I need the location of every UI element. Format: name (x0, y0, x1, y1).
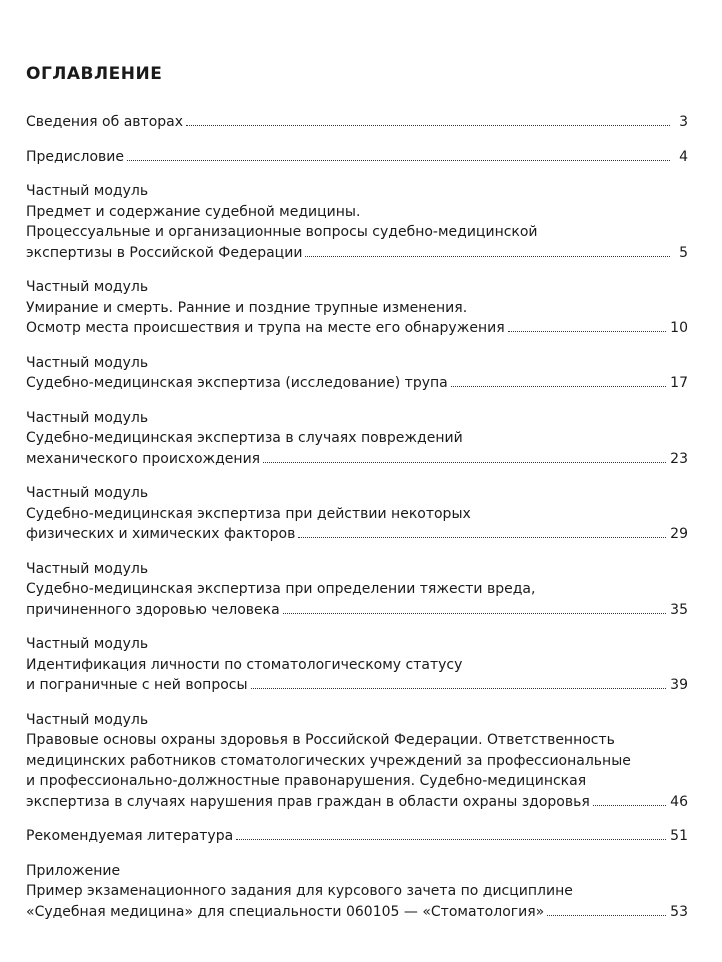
toc-entry-line: медицинских работников стоматологических учреждений за профессиональные (26, 752, 631, 769)
toc-entry[interactable] (26, 710, 688, 813)
table-of-contents (26, 62, 688, 936)
dot-leader (186, 125, 670, 126)
dot-leader (451, 386, 666, 387)
page-number: 4 (679, 148, 688, 165)
dot-leader (508, 331, 667, 332)
toc-entry[interactable] (26, 408, 688, 470)
dot-leader (547, 915, 666, 916)
toc-entry-line: Идентификация личности по стоматологическому статусу (26, 656, 463, 673)
dot-leader (127, 160, 670, 161)
toc-entry-title: причиненного здоровью человека (26, 601, 280, 618)
toc-entry-final-line (26, 902, 688, 923)
toc-entry-line: Умирание и смерть. Ранние и поздние трупные изменения. (26, 299, 468, 316)
dot-leader (593, 805, 666, 806)
toc-entry-line: Судебно-медицинская экспертиза в случаях повреждений (26, 430, 463, 446)
toc-entry[interactable] (26, 181, 688, 263)
page-number: 5 (679, 244, 688, 261)
toc-entry-title: Осмотр места происшествия и трупа на месте его обнаружения (26, 320, 505, 336)
toc-entry-title: «Судебная медицина» для специальности 060105 — «Стоматология» (26, 903, 545, 920)
toc-entry-heading: Частный модуль (26, 636, 149, 652)
page-number: 46 (670, 793, 688, 810)
page-number: 51 (670, 828, 688, 844)
toc-entry-title: Рекомендуемая литература (26, 828, 234, 844)
toc-list (26, 112, 688, 922)
toc-entry-final-line (26, 524, 688, 545)
toc-entry-heading: Частный модуль (26, 560, 149, 577)
toc-entry[interactable] (26, 112, 688, 133)
page-number: 53 (670, 903, 688, 920)
dot-leader (263, 462, 666, 463)
toc-entry-heading: Частный модуль (26, 279, 149, 295)
toc-entry[interactable] (26, 353, 688, 394)
toc-entry-final-line (26, 318, 688, 339)
toc-entry-title: Сведения об авторах (26, 114, 184, 130)
toc-entry-line: Процессуальные и организационные вопросы судебно-медицинской (26, 224, 538, 240)
page-number: 23 (670, 450, 688, 467)
dot-leader (305, 256, 670, 257)
toc-entry-final-line (26, 147, 688, 168)
toc-entry-heading: Частный модуль (26, 485, 149, 501)
page-title: ОГЛАВЛЕНИЕ (26, 64, 163, 84)
toc-entry[interactable] (26, 559, 688, 621)
toc-entry-heading: Частный модуль (26, 183, 149, 199)
dot-leader (251, 688, 667, 689)
dot-leader (298, 537, 666, 538)
toc-entry[interactable] (26, 861, 688, 923)
toc-entry-heading: Частный модуль (26, 409, 149, 426)
toc-entry[interactable] (26, 483, 688, 545)
toc-entry-title: экспертиза в случаях нарушения прав граждан в области охраны здоровья (26, 793, 590, 810)
page-number: 29 (670, 526, 688, 542)
toc-entry-final-line (26, 826, 688, 847)
dot-leader (283, 613, 666, 614)
toc-entry-final-line (26, 449, 688, 470)
toc-entry[interactable] (26, 277, 688, 339)
toc-entry-title: Предисловие (26, 148, 124, 165)
dot-leader (236, 839, 666, 840)
toc-entry-line: Судебно-медицинская экспертиза при определении тяжести вреда, (26, 581, 536, 597)
toc-entry-title: Судебно-медицинская экспертиза (исследование) трупа (26, 375, 448, 391)
toc-entry-line: Судебно-медицинская экспертиза при действии некоторых (26, 505, 471, 522)
toc-entry-final-line (26, 243, 688, 264)
toc-entry-line: Пример экзаменационного задания для курсового зачета по дисциплине (26, 883, 573, 899)
toc-entry-final-line (26, 112, 688, 133)
toc-entry-heading: Частный модуль (26, 711, 149, 728)
toc-entry-title: и пограничные с ней вопросы (26, 677, 248, 693)
page-number: 35 (670, 601, 688, 618)
toc-entry-final-line (26, 675, 688, 696)
toc-entry-title: экспертизы в Российской Федерации (26, 244, 303, 261)
toc-entry-line: Предмет и содержание судебной медицины. (26, 203, 361, 220)
toc-entry-title: физических и химических факторов (26, 526, 296, 542)
toc-entry-line: и профессионально-должностные правонарушения. Судебно-медицинская (26, 773, 587, 789)
toc-entry-heading: Приложение (26, 862, 121, 879)
page-number: 3 (679, 114, 688, 130)
page-number: 17 (670, 375, 688, 391)
page-number: 39 (670, 677, 688, 693)
toc-entry[interactable] (26, 826, 688, 847)
toc-entry-title: механического происхождения (26, 450, 261, 467)
page-number: 10 (670, 320, 688, 336)
toc-entry[interactable] (26, 147, 688, 168)
toc-entry[interactable] (26, 634, 688, 696)
toc-entry-final-line (26, 792, 688, 813)
toc-entry-line: Правовые основы охраны здоровья в Российской Федерации. Ответственность (26, 732, 615, 748)
toc-entry-final-line (26, 373, 688, 394)
toc-entry-heading: Частный модуль (26, 354, 149, 371)
toc-entry-final-line (26, 600, 688, 621)
